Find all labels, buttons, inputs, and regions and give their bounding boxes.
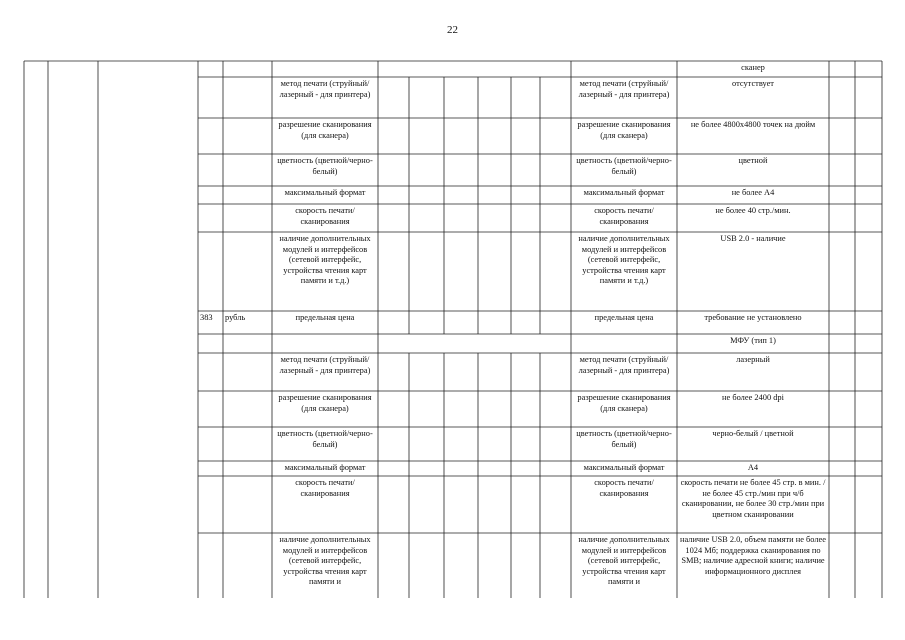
page-number: 22 <box>447 24 458 36</box>
characteristic-name-duplicate: скорость печати/сканирования <box>594 478 654 498</box>
characteristic-name-duplicate: цветность (цветной/черно-белый) <box>576 156 672 176</box>
characteristic-name-duplicate: скорость печати/сканирования <box>594 206 654 226</box>
characteristic-value: не более 4800x4800 точек на дюйм <box>690 120 816 129</box>
row-unit: рубль <box>225 313 246 322</box>
characteristic-value: МФУ (тип 1) <box>730 336 776 345</box>
characteristic-name-duplicate: разрешение сканирования (для сканера) <box>577 393 671 413</box>
characteristic-name: максимальный формат <box>284 463 366 472</box>
characteristic-name: цветность (цветной/черно-белый) <box>277 156 373 176</box>
characteristic-value: черно-белый / цветной <box>712 429 794 438</box>
characteristic-value: не более 40 стр./мин. <box>715 206 791 215</box>
row-number: 383 <box>200 313 213 322</box>
characteristic-name-duplicate: разрешение сканирования (для сканера) <box>577 120 671 140</box>
characteristic-value: USB 2.0 - наличие <box>720 234 786 243</box>
characteristic-name: наличие дополнительных модулей и интерфейсов (сетевой интерфейс, устройства чтения карт памяти и <box>279 535 371 587</box>
characteristic-name-duplicate: максимальный формат <box>583 463 665 472</box>
characteristic-value: требование не установлено <box>704 313 802 322</box>
characteristic-name: скорость печати/сканирования <box>295 478 355 498</box>
characteristic-name: наличие дополнительных модулей и интерфейсов (сетевой интерфейс, устройства чтения карт памяти и т.д.) <box>279 234 371 286</box>
characteristic-value: наличие USB 2.0, объем памяти не более 1024 Мб; поддержка сканирования по SMB; наличие адресной книги; наличие информационного дисплея <box>680 535 826 576</box>
characteristic-name-duplicate: цветность (цветной/черно-белый) <box>576 429 672 449</box>
characteristic-name: предельная цена <box>295 313 355 322</box>
characteristic-name-duplicate: предельная цена <box>594 313 654 322</box>
characteristic-value: не более А4 <box>731 188 775 197</box>
characteristic-name: максимальный формат <box>284 188 366 197</box>
characteristic-value: не более 2400 dpi <box>722 393 784 402</box>
characteristic-name: цветность (цветной/черно-белый) <box>277 429 373 449</box>
characteristic-name: разрешение сканирования (для сканера) <box>278 393 372 413</box>
characteristic-value: отсутствует <box>732 79 774 88</box>
characteristic-name: метод печати (струйный/лазерный - для принтера) <box>279 355 371 375</box>
characteristic-name-duplicate: наличие дополнительных модулей и интерфейсов (сетевой интерфейс, устройства чтения карт памяти и <box>578 535 670 587</box>
characteristic-name: скорость печати/сканирования <box>295 206 355 226</box>
characteristic-name-duplicate: метод печати (струйный/лазерный - для принтера) <box>578 79 670 99</box>
characteristic-value: лазерный <box>736 355 770 364</box>
characteristic-name-duplicate: наличие дополнительных модулей и интерфейсов (сетевой интерфейс, устройства чтения карт памяти и т.д.) <box>578 234 670 286</box>
characteristic-value: скорость печати не более 45 стр. в мин. / не более 45 стр./мин при ч/б сканировании, не более 30 стр./мин при цветном сканировании <box>680 478 826 519</box>
characteristic-value: сканер <box>741 63 765 72</box>
characteristic-name: метод печати (струйный/лазерный - для принтера) <box>279 79 371 99</box>
characteristic-name-duplicate: максимальный формат <box>583 188 665 197</box>
characteristic-value: А4 <box>747 463 759 472</box>
characteristic-name-duplicate: метод печати (струйный/лазерный - для принтера) <box>578 355 670 375</box>
characteristic-value: цветной <box>738 156 768 165</box>
characteristic-name: разрешение сканирования (для сканера) <box>278 120 372 140</box>
